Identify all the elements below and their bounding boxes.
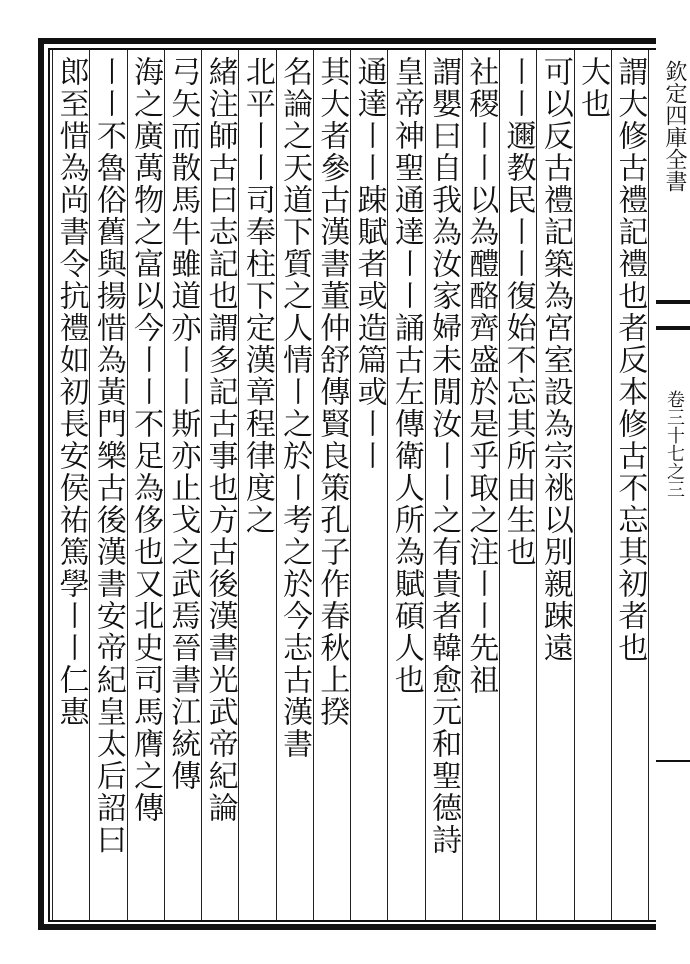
text-column: 可以反古禮記築為宮室設為宗祧以別親踈遠 [537, 56, 573, 664]
inner-border-top [48, 48, 656, 50]
margin-rule [656, 760, 690, 762]
text-column: 緒注師古曰志記也謂多記古事也方古後漢書光武帝紀論 [202, 56, 238, 824]
text-column: 謂大修古禮記禮也者反本修古不忘其初者也 [612, 56, 648, 664]
fish-tail-mark [656, 300, 690, 330]
text-column: 社稷〡〡以為醴酪齊盛於是乎取之注〡〡先祖 [463, 56, 499, 696]
text-column: 〡〡邇教民〡〡復始不忘其所由生也 [500, 56, 536, 568]
text-column: 其大者參古漢書董仲舒傳賢良策孔子作春秋上揆 [314, 56, 350, 728]
text-column: 北平〡〡司奉柱下定漢章程律度之 [239, 56, 275, 536]
column-rule [648, 50, 649, 920]
text-column: 名論之天道下質之人情〡之於〡考之於今志古漢書 [277, 56, 313, 760]
text-column: 〡〡不魯俗舊與揚惜為黃門樂古後漢書安帝紀皇太后詔曰 [90, 56, 126, 856]
text-column: 通達〡〡踈賦者或造篇或〡〡 [351, 56, 387, 472]
text-column: 海之廣萬物之富以今〡〡不足為侈也又北史司馬膺之傳 [128, 56, 164, 824]
text-column: 大也 [575, 56, 611, 120]
margin-volume-label: 卷三十七之三 [664, 390, 685, 498]
text-column: 郎至惜為尚書令抗禮如初長安侯祐篤學〡〡仁惠 [53, 56, 89, 728]
inner-border-bottom [48, 920, 656, 922]
margin-book-title: 欽定四庫全書 [662, 60, 687, 192]
text-column: 皇帝神聖通達〡〡誦古左傳衛人所為賦碩人也 [388, 56, 424, 696]
text-column: 謂嬰曰自我為汝家婦未閒汝〡〡之有貴者韓愈元和聖德詩 [426, 56, 462, 856]
text-column: 弓矢而散馬牛雖道亦〡〡斯亦止戈之武焉晉書江統傳 [165, 56, 201, 792]
inner-border-left [48, 48, 50, 922]
